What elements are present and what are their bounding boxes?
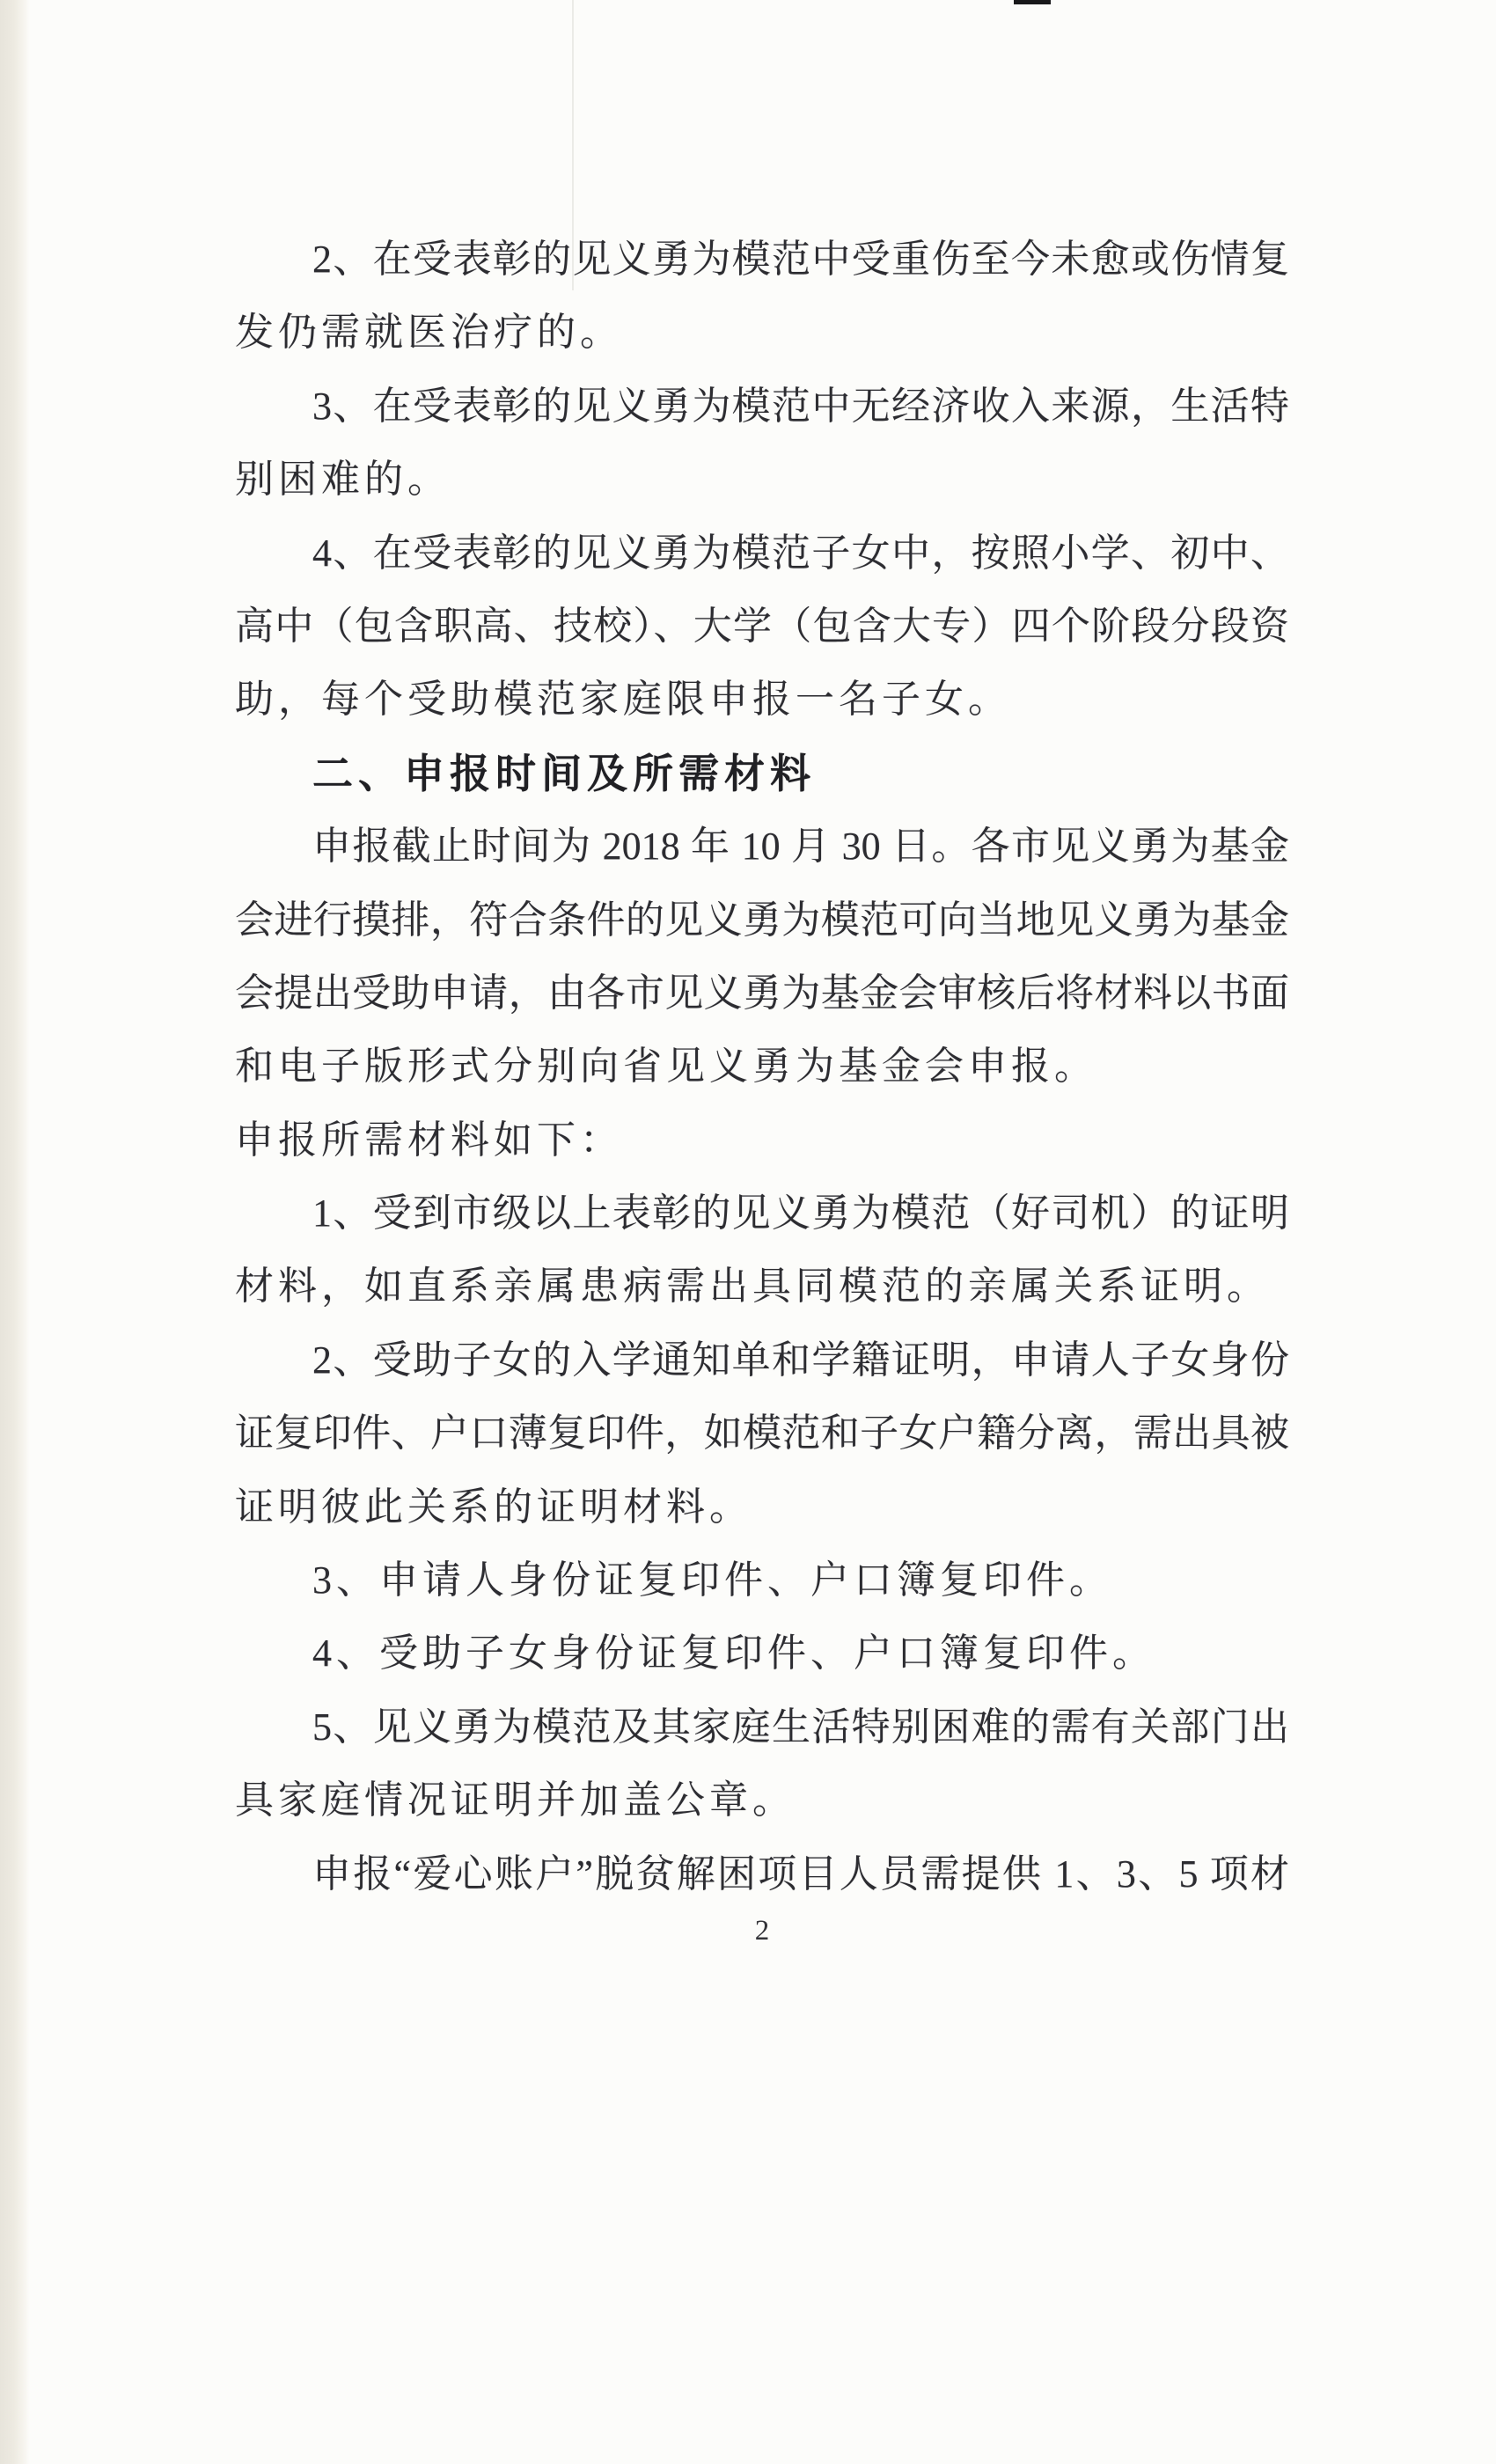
text-line: 4、受助子女身份证复印件、户口簿复印件。	[312, 1632, 1155, 1676]
text-line: 证复印件、户口薄复印件，如模范和子女户籍分离，需出具被	[235, 1412, 1289, 1456]
document-body	[235, 236, 1289, 1924]
text-line: 证明彼此关系的证明材料。	[235, 1485, 752, 1529]
text-line: 3、在受表彰的见义勇为模范中无经济收入来源，生活特	[312, 384, 1289, 428]
scan-edge-shading	[0, 0, 30, 2464]
text-line: 材料，如直系亲属患病需出具同模范的亲属关系证明。	[235, 1265, 1270, 1309]
text-line: 4、在受表彰的见义勇为模范子女中，按照小学、初中、	[312, 531, 1289, 575]
text-line: 和电子版形式分别向省见义勇为基金会申报。	[235, 1045, 1097, 1089]
text-line: 别困难的。	[235, 458, 451, 502]
text-line: 1、受到市级以上表彰的见义勇为模范（好司机）的证明	[312, 1192, 1289, 1236]
text-line: 申报截止时间为 2018 年 10 月 30 日。各市见义勇为基金	[312, 825, 1289, 869]
text-line: 2、在受表彰的见义勇为模范中受重伤至今未愈或伤情复	[312, 238, 1289, 281]
text-line: 高中（包含职高、技校）、大学（包含大专）四个阶段分段资	[235, 604, 1289, 648]
text-line: 申报“爱心账户”脱贫解困项目人员需提供 1、3、5 项材	[312, 1852, 1289, 1896]
text-line: 5、见义勇为模范及其家庭生活特别困难的需有关部门出	[312, 1705, 1289, 1749]
text-line: 2、受助子女的入学通知单和学籍证明，申请人子女身份	[312, 1338, 1289, 1382]
page-number: 2	[754, 1915, 770, 1947]
text-line: 3、申请人身份证复印件、户口簿复印件。	[312, 1558, 1112, 1602]
text-line: 会进行摸排，符合条件的见义勇为模范可向当地见义勇为基金	[235, 898, 1289, 942]
scan-artifact-mark	[1014, 0, 1051, 4]
text-line: 会提出受助申请，由各市见义勇为基金会审核后将材料以书面	[235, 971, 1289, 1015]
text-line: 发仍需就医治疗的。	[235, 311, 623, 355]
text-line: 申报所需材料如下：	[235, 1118, 623, 1162]
text-line: 具家庭情况证明并加盖公章。	[235, 1778, 796, 1822]
section-heading: 二、申报时间及所需材料	[312, 750, 816, 796]
text-line: 助，每个受助模范家庭限申报一名子女。	[235, 678, 1011, 722]
